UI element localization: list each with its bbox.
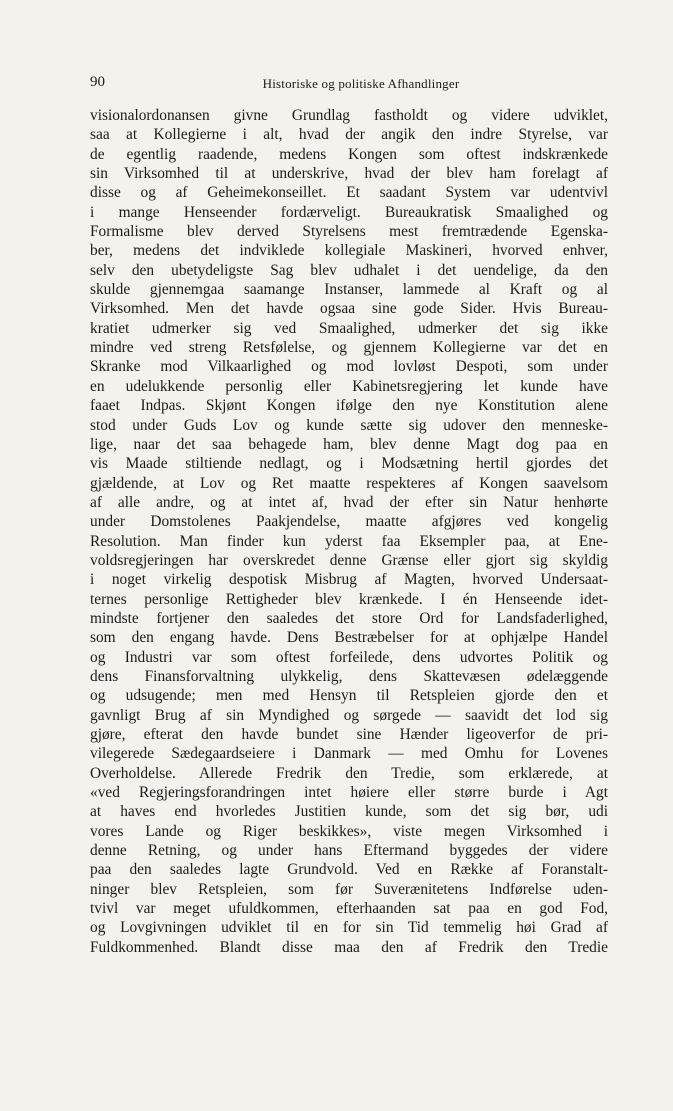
text-line: ternes personlige Rettigheder blev krænkede. I én Henseende idet- — [90, 590, 608, 608]
text-line: kratiet udmerker sig ved Smaalighed, udmerker det sig ikke — [90, 319, 608, 337]
text-line: selv den ubetydeligste Sag blev udhalet i det uendelige, da den — [90, 261, 608, 279]
text-line: ninger blev Retspleien, som før Suverænitetens Indførelse uden- — [90, 880, 608, 898]
text-line: og Lovgivningen udviklet til en for sin Tid temmelig høi Grad af — [90, 919, 608, 937]
text-line: og Industri var som oftest forfeilede, dens udvortes Politik og — [90, 648, 608, 666]
text-line: ber, medens det indviklede kollegiale Maskineri, hvorved enhver, — [90, 242, 608, 260]
text-line: visionalordonansen givne Grundlag fastholdt og videre udviklet, — [90, 107, 608, 124]
text-line: disse og af Geheimekonseillet. Et saadant System var udentvivl — [90, 184, 608, 202]
text-line: af alle andre, og at intet af, hvad der efter sin Natur henhørte — [90, 493, 608, 511]
text-line: og udsugende; men med Hensyn til Retspleien gjorde den et — [90, 687, 608, 705]
text-line: i noget virkelig despotisk Misbrug af Magten, hvorved Undersaat- — [90, 571, 608, 589]
text-line: «ved Regjeringsforandringen intet høiere eller større burde i Agt — [90, 784, 608, 802]
text-line: Fuldkommenhed. Blandt disse maa den af Fredrik den Tredie — [90, 938, 608, 956]
text-line: denne Retning, og under hans Eftermand byggedes der videre — [90, 842, 608, 860]
text-line: paa den saaledes lagte Grundvold. Ved en Række af Foranstalt- — [90, 861, 608, 879]
text-line: som den engang havde. Dens Bestræbelser for at ophjælpe Handel — [90, 629, 608, 647]
text-line: Skranke mod Vilkaarlighed og mod lovløst Despoti, som under — [90, 358, 608, 376]
text-line: at haves end hvorledes Justitien kunde, som det sig bør, udi — [90, 803, 608, 821]
text-line: voldsregjeringen har overskredet denne Grænse eller gjort sig skyldig — [90, 551, 608, 569]
text-line: en udelukkende personlig eller Kabinetsregjering let kunde have — [90, 377, 608, 395]
text-line: i mange Henseender fordærveligt. Bureaukratisk Smaalighed og — [90, 203, 608, 221]
text-line: gjældende, at Lov og Ret maatte respekteres af Kongen saavelsom — [90, 474, 608, 492]
text-line: vis Maade stiltiende nedlagt, og i Modsætning hertil gjordes det — [90, 455, 608, 473]
text-line: de egentlig raadende, medens Kongen som oftest indskrænkede — [90, 145, 608, 163]
text-line: Resolution. Man finder kun yderst faa Eksempler paa, at Ene- — [90, 532, 608, 550]
text-line: Virksomhed. Men det havde ogsaa sine gode Sider. Hvis Bureau- — [90, 300, 608, 318]
text-line: under Domstolenes Paakjendelse, maatte afgjøres ved kongelig — [90, 513, 608, 531]
text-line: mindste fortjener den saaledes det store Ord for Landsfaderlighed, — [90, 609, 608, 627]
body-text — [90, 106, 608, 957]
text-line: gjøre, efterat den havde bundet sine Hænder ligeoverfor de pri- — [90, 726, 608, 743]
text-line: stod under Guds Lov og kunde sætte sig udover den menneske- — [90, 416, 608, 434]
text-line: gavnligt Brug af sin Myndighed og sørgede — saavidt det lod sig — [90, 706, 608, 724]
text-line: skulde gjennemgaa saamange Instanser, lammede al Kraft og al — [90, 281, 608, 299]
running-title: Historiske og politiske Afhandlinger — [262, 76, 460, 91]
text-line: tvivl var meget ufuldkommen, efterhaanden sat paa en god Fod, — [90, 900, 608, 918]
running-head — [90, 74, 608, 94]
text-line: faaet Indpas. Skjønt Kongen ifølge den nye Konstitution alene — [90, 397, 608, 415]
text-line: mindre ved streng Retsfølelse, og gjennem Kollegierne var det en — [90, 339, 608, 357]
text-line: saa at Kollegierne i alt, hvad der angik den indre Styrelse, var — [90, 126, 608, 144]
text-line: sin Virksomhed til at underskrive, hvad der blev ham forelagt af — [90, 165, 608, 183]
text-line: vilegerede Sædegaardseiere i Danmark — med Omhu for Lovenes — [90, 745, 608, 763]
text-line: dens Finansforvaltning ulykkelig, dens Skattevæsen ødelæggende — [90, 667, 608, 685]
text-line: lige, naar det saa behagede ham, blev denne Magt dog paa en — [90, 435, 608, 453]
text-line: vores Lande og Riger beskikkes», viste megen Virksomhed i — [90, 822, 608, 840]
text-line: Overholdelse. Allerede Fredrik den Tredie, som erklærede, at — [90, 764, 608, 782]
text-line: Formalisme blev derved Styrelsens mest fremtrædende Egenska- — [90, 223, 608, 241]
page-number: 90 — [90, 74, 105, 90]
